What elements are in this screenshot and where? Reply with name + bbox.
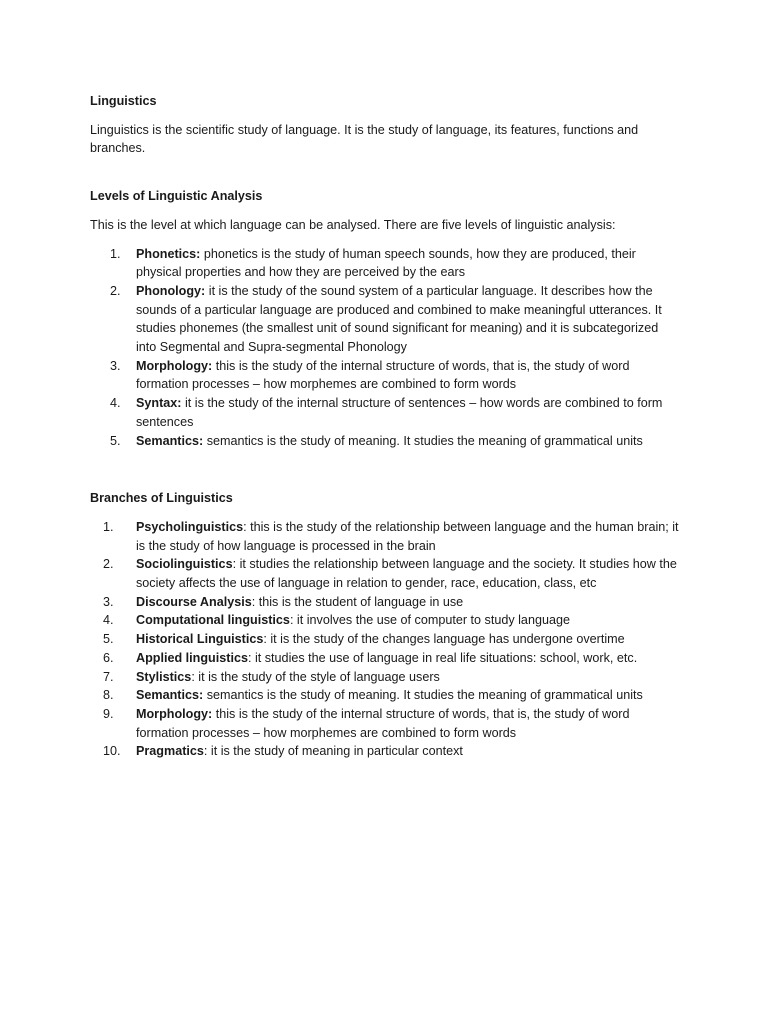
list-item [90, 593, 680, 612]
levels-heading: Levels of Linguistic Analysis [90, 189, 263, 204]
list-term: Computational linguistics [136, 613, 290, 628]
list-text: phonetics is the study of human speech sounds, how they are produced, their physical properties and how they are perceived by the ears [136, 246, 636, 280]
list-text: : this is the student of language in use [251, 594, 464, 609]
list-text: : it studies the use of language in real life situations: school, work, etc. [247, 650, 638, 665]
list-term: Morphology: [136, 358, 213, 373]
list-text: : it studies the relationship between language and the society. It studies how the society affects the use of language in relation to gender, race, education, class, etc [136, 557, 677, 591]
list-term: Syntax: [136, 396, 182, 411]
list-number: 3. [110, 358, 121, 373]
list-text: semantics is the study of meaning. It studies the meaning of grammatical units [203, 433, 643, 448]
list-term: Semantics: [136, 433, 204, 448]
list-item [90, 611, 680, 630]
list-number: 2. [110, 283, 121, 298]
spacer [90, 235, 680, 245]
list-text: it is the study of the internal structure of sentences – how words are combined to form sentences [136, 396, 663, 429]
list-text: this is the study of the internal structure of words, that is, the study of word formation processes – how morphemes are combined to form words [136, 706, 630, 740]
list-number: 2. [103, 557, 114, 572]
list-term: Morphology: [136, 706, 213, 721]
spacer [90, 450, 680, 479]
branches-heading: Branches of Linguistics [90, 491, 233, 506]
list-item [90, 432, 680, 451]
list-number: 8. [103, 688, 114, 703]
list-number: 3. [103, 594, 114, 609]
list-term: Pragmatics [136, 744, 204, 759]
spacer [90, 111, 680, 121]
list-item [90, 742, 680, 761]
intro-paragraph: Linguistics is the scientific study of language. It is the study of language, its features, functions and branches. [90, 122, 639, 156]
list-term: Discourse Analysis [136, 594, 252, 609]
list-term: Phonetics: [136, 246, 201, 261]
list-item [90, 649, 680, 668]
list-term: Sociolinguistics [136, 557, 233, 572]
list-number: 4. [110, 396, 121, 411]
list-term: Stylistics [136, 669, 192, 684]
list-item [90, 630, 680, 649]
list-term: Semantics: [136, 688, 204, 703]
list-number: 4. [103, 613, 114, 628]
list-text: semantics is the study of meaning. It studies the meaning of grammatical units [203, 688, 643, 703]
spacer [90, 158, 680, 187]
list-item [90, 394, 680, 431]
list-number: 6. [103, 650, 114, 665]
list-item [90, 245, 680, 282]
list-term: Psycholinguistics [136, 519, 244, 534]
list-item [90, 555, 680, 592]
list-text: this is the study of the internal structure of words, that is, the study of word formation processes – how morphemes are combined to form words [136, 358, 630, 392]
list-text: it is the study of the sound system of a particular language. It describes how the sounds of a particular language are produced and combined to make meaningful utterances. It studies phonemes (the smallest unit of sound significant for meaning) and it is subcategorized into Segmental and Supra-segmental Phonology [136, 283, 662, 355]
list-item [90, 518, 680, 555]
list-text: : it is the study of the style of language users [191, 669, 440, 684]
list-number: 10. [103, 744, 121, 759]
list-number: 1. [103, 519, 114, 534]
list-item [90, 668, 680, 687]
document-page [90, 92, 680, 761]
branches-list [90, 518, 680, 761]
list-number: 5. [103, 632, 114, 647]
list-item [90, 705, 680, 742]
list-item [90, 357, 680, 394]
list-item [90, 686, 680, 705]
list-text: : it involves the use of computer to study language [289, 613, 570, 628]
list-item [90, 282, 680, 357]
list-text: : it is the study of meaning in particular context [203, 744, 463, 759]
list-term: Historical Linguistics [136, 632, 264, 647]
list-number: 5. [110, 433, 121, 448]
levels-list [90, 245, 680, 451]
levels-intro: This is the level at which language can be analysed. There are five levels of linguistic analysis: [90, 217, 616, 232]
document-title: Linguistics [90, 94, 157, 108]
list-text: : this is the study of the relationship between language and the human brain; it is the study of how language is processed in the brain [136, 519, 679, 553]
spacer [90, 206, 680, 216]
spacer [90, 508, 680, 518]
list-text: : it is the study of the changes language has undergone overtime [263, 632, 625, 647]
list-number: 7. [103, 669, 114, 684]
list-number: 9. [103, 706, 114, 721]
spacer [90, 479, 680, 489]
list-term: Phonology: [136, 283, 206, 298]
list-number: 1. [110, 246, 121, 261]
list-term: Applied linguistics [136, 650, 248, 665]
